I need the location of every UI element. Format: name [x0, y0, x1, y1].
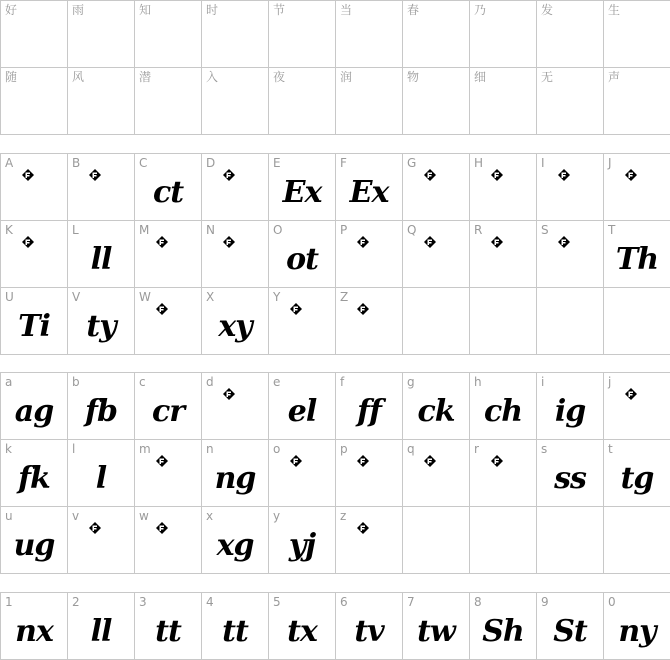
cell-label: k — [5, 442, 12, 456]
cell-label: p — [340, 442, 348, 456]
missing-glyph-icon — [356, 454, 370, 468]
missing-glyph-icon — [423, 235, 437, 249]
glyph-cell — [537, 1, 604, 68]
glyph-sample: nx — [15, 613, 53, 649]
glyph-cell — [537, 68, 604, 135]
glyph-cell — [269, 507, 336, 574]
glyph-cell — [68, 507, 135, 574]
cell-label: f — [340, 375, 345, 389]
glyph-cell — [336, 507, 403, 574]
glyph-cell — [604, 221, 670, 288]
glyph-cell — [68, 154, 135, 221]
glyph-cell — [135, 68, 202, 135]
glyph-cell — [269, 440, 336, 507]
glyph-cell — [135, 221, 202, 288]
glyph-cell — [403, 507, 470, 574]
glyph-cell — [470, 507, 537, 574]
missing-glyph-icon — [356, 521, 370, 535]
cell-label: 时 — [206, 3, 219, 17]
glyph-cell — [1, 507, 68, 574]
glyph-sample: tv — [354, 613, 384, 649]
cell-label: 1 — [5, 595, 13, 609]
glyph-sample: ug — [13, 527, 55, 563]
cell-label: O — [273, 223, 283, 237]
cell-label: N — [206, 223, 215, 237]
cell-label: 6 — [340, 595, 348, 609]
glyph-cell — [269, 373, 336, 440]
glyph-cell — [604, 68, 670, 135]
cell-label: T — [608, 223, 616, 237]
glyph-cell — [68, 1, 135, 68]
cell-label: b — [72, 375, 80, 389]
cell-label: n — [206, 442, 214, 456]
glyph-cell — [470, 288, 537, 355]
glyph-cell — [68, 440, 135, 507]
cell-label: 生 — [608, 3, 621, 17]
glyph-cell — [336, 221, 403, 288]
cell-label: t — [608, 442, 613, 456]
cell-label: 4 — [206, 595, 214, 609]
glyph-cell — [1, 221, 68, 288]
glyph-sample: Ti — [18, 308, 50, 344]
glyph-cell — [470, 154, 537, 221]
glyph-sample: ng — [214, 460, 256, 496]
glyph-cell — [403, 288, 470, 355]
glyph-cell — [470, 1, 537, 68]
glyph-sample: Ex — [349, 174, 389, 210]
glyph-cell — [537, 440, 604, 507]
glyph-cell — [336, 154, 403, 221]
cell-label: j — [608, 375, 612, 389]
glyph-cell — [202, 373, 269, 440]
glyph-sample: Ex — [282, 174, 322, 210]
glyph-sample: tg — [620, 460, 654, 496]
glyph-cell — [403, 1, 470, 68]
glyph-cell — [604, 373, 670, 440]
digit-glyph-grid — [0, 592, 670, 660]
glyph-cell — [202, 440, 269, 507]
missing-glyph-icon — [490, 235, 504, 249]
glyph-cell — [537, 507, 604, 574]
glyph-cell — [269, 154, 336, 221]
cell-label: I — [541, 156, 545, 170]
glyph-sample: xg — [216, 527, 254, 563]
missing-glyph-icon — [155, 235, 169, 249]
glyph-cell — [604, 1, 670, 68]
cell-label: J — [608, 156, 612, 170]
glyph-cell — [336, 1, 403, 68]
missing-glyph-icon — [155, 521, 169, 535]
glyph-sample: Sh — [482, 613, 524, 649]
cell-label: c — [139, 375, 146, 389]
missing-glyph-icon — [557, 235, 571, 249]
cell-label: e — [273, 375, 281, 389]
glyph-cell — [135, 593, 202, 660]
cell-label: v — [72, 509, 80, 523]
glyph-cell — [470, 440, 537, 507]
cell-label: q — [407, 442, 415, 456]
glyph-cell — [135, 373, 202, 440]
glyph-cell — [336, 593, 403, 660]
glyph-cell — [403, 593, 470, 660]
cell-label: 节 — [273, 3, 286, 17]
cell-label: l — [72, 442, 76, 456]
glyph-sample: ss — [554, 460, 586, 496]
cell-label: 2 — [72, 595, 80, 609]
glyph-sample: ff — [357, 393, 381, 429]
cell-label: H — [474, 156, 484, 170]
glyph-cell — [202, 154, 269, 221]
cell-label: z — [340, 509, 347, 523]
glyph-sample: ty — [86, 308, 116, 344]
missing-glyph-icon — [423, 454, 437, 468]
cell-label: a — [5, 375, 13, 389]
cell-label: m — [139, 442, 151, 456]
glyph-cell — [537, 593, 604, 660]
cell-label: 细 — [474, 70, 487, 84]
cell-label: 乃 — [474, 3, 487, 17]
glyph-cell — [336, 288, 403, 355]
glyph-sample: ny — [618, 613, 656, 649]
glyph-sample: fb — [85, 393, 117, 429]
glyph-sample: yj — [288, 527, 316, 563]
missing-glyph-icon — [289, 302, 303, 316]
cell-label: g — [407, 375, 415, 389]
missing-glyph-icon — [222, 387, 236, 401]
missing-glyph-icon — [21, 168, 35, 182]
glyph-cell — [403, 221, 470, 288]
glyph-cell — [1, 288, 68, 355]
glyph-sample: tt — [222, 613, 248, 649]
glyph-cell — [1, 1, 68, 68]
cell-label: A — [5, 156, 14, 170]
glyph-cell — [336, 440, 403, 507]
glyph-sample: fk — [18, 460, 50, 496]
glyph-cell — [68, 68, 135, 135]
chinese-character-grid — [0, 0, 670, 135]
glyph-cell — [68, 221, 135, 288]
glyph-cell — [403, 154, 470, 221]
glyph-cell — [403, 440, 470, 507]
glyph-sample: ot — [286, 241, 318, 277]
glyph-cell — [604, 288, 670, 355]
cell-label: F — [340, 156, 347, 170]
glyph-cell — [135, 154, 202, 221]
glyph-cell — [604, 154, 670, 221]
glyph-cell — [202, 593, 269, 660]
missing-glyph-icon — [557, 168, 571, 182]
missing-glyph-icon — [222, 168, 236, 182]
glyph-sample: tt — [155, 613, 181, 649]
cell-label: X — [206, 290, 215, 304]
cell-label: d — [206, 375, 214, 389]
glyph-cell — [1, 440, 68, 507]
missing-glyph-icon — [21, 235, 35, 249]
glyph-cell — [403, 373, 470, 440]
glyph-cell — [537, 154, 604, 221]
glyph-cell — [537, 373, 604, 440]
cell-label: s — [541, 442, 548, 456]
cell-label: E — [273, 156, 281, 170]
glyph-cell — [604, 440, 670, 507]
cell-label: W — [139, 290, 151, 304]
glyph-cell — [537, 288, 604, 355]
glyph-cell — [403, 68, 470, 135]
cell-label: x — [206, 509, 214, 523]
cell-label: 5 — [273, 595, 281, 609]
cell-label: D — [206, 156, 216, 170]
missing-glyph-icon — [624, 168, 638, 182]
glyph-cell — [135, 288, 202, 355]
missing-glyph-icon — [155, 302, 169, 316]
glyph-sample: tw — [417, 613, 455, 649]
glyph-cell — [269, 221, 336, 288]
cell-label: Z — [340, 290, 349, 304]
cell-label: 春 — [407, 3, 420, 17]
glyph-cell — [470, 221, 537, 288]
cell-label: U — [5, 290, 14, 304]
missing-glyph-icon — [490, 168, 504, 182]
glyph-cell — [135, 440, 202, 507]
cell-label: 好 — [5, 3, 18, 17]
glyph-cell — [269, 68, 336, 135]
cell-label: 发 — [541, 3, 554, 17]
cell-label: h — [474, 375, 482, 389]
cell-label: Y — [273, 290, 281, 304]
lowercase-glyph-grid — [0, 372, 670, 574]
glyph-sample: St — [553, 613, 587, 649]
cell-label: M — [139, 223, 150, 237]
cell-label: V — [72, 290, 81, 304]
glyph-sample: ll — [90, 241, 112, 277]
cell-label: Q — [407, 223, 417, 237]
glyph-cell — [1, 373, 68, 440]
glyph-cell — [68, 373, 135, 440]
cell-label: 0 — [608, 595, 616, 609]
glyph-cell — [202, 68, 269, 135]
cell-label: 7 — [407, 595, 415, 609]
cell-label: 3 — [139, 595, 147, 609]
missing-glyph-icon — [490, 454, 504, 468]
cell-label: 声 — [608, 70, 621, 84]
glyph-cell — [202, 1, 269, 68]
missing-glyph-icon — [88, 521, 102, 535]
missing-glyph-icon — [88, 168, 102, 182]
glyph-sample: ch — [483, 393, 523, 429]
glyph-cell — [68, 593, 135, 660]
cell-label: y — [273, 509, 281, 523]
glyph-sample: cr — [151, 393, 185, 429]
missing-glyph-icon — [624, 387, 638, 401]
cell-label: P — [340, 223, 348, 237]
glyph-cell — [135, 507, 202, 574]
missing-glyph-icon — [155, 454, 169, 468]
cell-label: 随 — [5, 70, 18, 84]
glyph-sample: ig — [554, 393, 586, 429]
cell-label: r — [474, 442, 479, 456]
cell-label: 夜 — [273, 70, 286, 84]
glyph-cell — [68, 288, 135, 355]
glyph-cell — [269, 288, 336, 355]
cell-label: 9 — [541, 595, 549, 609]
glyph-cell — [202, 288, 269, 355]
glyph-sample: el — [287, 393, 317, 429]
cell-label: 8 — [474, 595, 482, 609]
glyph-cell — [336, 68, 403, 135]
glyph-cell — [202, 221, 269, 288]
glyph-cell — [470, 373, 537, 440]
glyph-sample: ll — [90, 613, 112, 649]
missing-glyph-icon — [423, 168, 437, 182]
glyph-sample: ct — [152, 174, 184, 210]
glyph-sample: l — [95, 460, 107, 496]
glyph-cell — [537, 221, 604, 288]
cell-label: 雨 — [72, 3, 85, 17]
cell-label: G — [407, 156, 417, 170]
glyph-cell — [604, 593, 670, 660]
cell-label: L — [72, 223, 79, 237]
glyph-sample: xy — [218, 308, 252, 344]
cell-label: R — [474, 223, 483, 237]
glyph-cell — [202, 507, 269, 574]
glyph-cell — [269, 593, 336, 660]
cell-label: 无 — [541, 70, 554, 84]
uppercase-glyph-grid — [0, 153, 670, 355]
missing-glyph-icon — [356, 235, 370, 249]
cell-label: 润 — [340, 70, 353, 84]
missing-glyph-icon — [222, 235, 236, 249]
glyph-sample: tx — [287, 613, 317, 649]
glyph-sample: ag — [14, 393, 54, 429]
glyph-cell — [269, 1, 336, 68]
glyph-cell — [135, 1, 202, 68]
cell-label: 潜 — [139, 70, 152, 84]
missing-glyph-icon — [356, 302, 370, 316]
cell-label: B — [72, 156, 81, 170]
cell-label: 当 — [340, 3, 353, 17]
glyph-cell — [470, 68, 537, 135]
glyph-sample: Th — [615, 241, 659, 277]
glyph-cell — [1, 68, 68, 135]
cell-label: C — [139, 156, 148, 170]
glyph-cell — [336, 373, 403, 440]
cell-label: K — [5, 223, 13, 237]
cell-label: 入 — [206, 70, 219, 84]
cell-label: u — [5, 509, 13, 523]
glyph-sample: ck — [417, 393, 455, 429]
glyph-cell — [604, 507, 670, 574]
cell-label: 知 — [139, 3, 152, 17]
cell-label: S — [541, 223, 549, 237]
glyph-cell — [470, 593, 537, 660]
glyph-cell — [1, 593, 68, 660]
missing-glyph-icon — [289, 454, 303, 468]
cell-label: w — [139, 509, 149, 523]
cell-label: 风 — [72, 70, 85, 84]
cell-label: 物 — [407, 70, 420, 84]
glyph-cell — [1, 154, 68, 221]
cell-label: o — [273, 442, 281, 456]
cell-label: i — [541, 375, 545, 389]
